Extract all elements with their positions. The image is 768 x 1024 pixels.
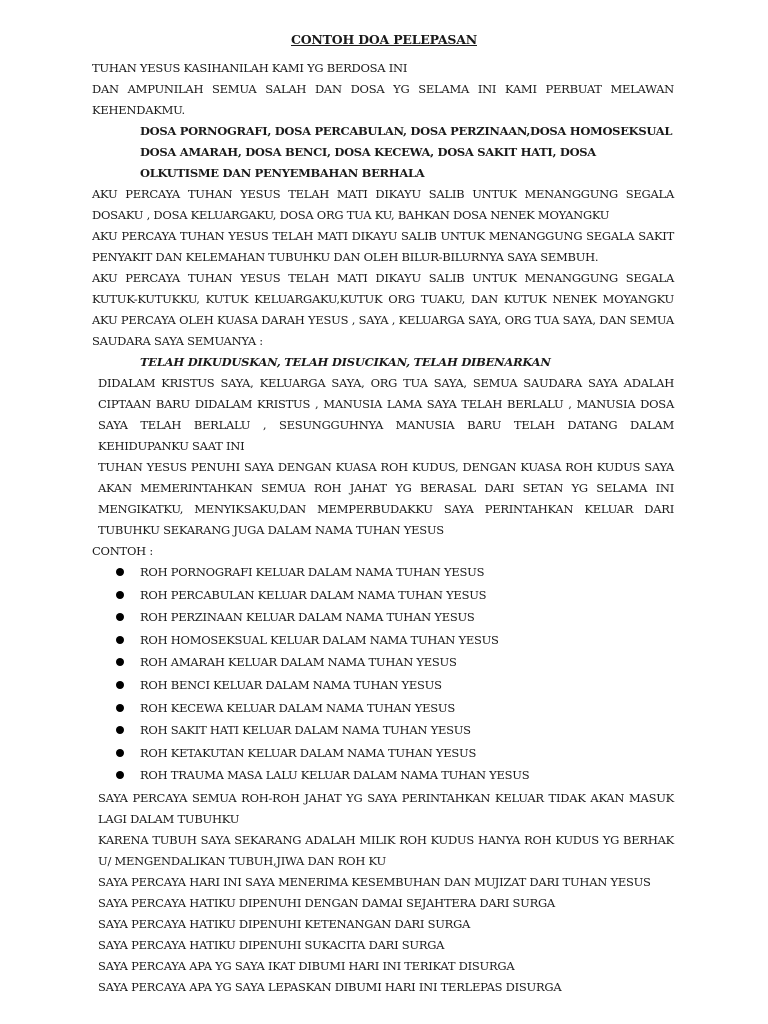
sin-list-section <box>140 121 674 184</box>
bullet-dot-icon <box>116 704 124 712</box>
bullet-dot-icon <box>116 613 124 621</box>
sin-line: OLKUTISME DAN PENYEMBAHAN BERHALA <box>140 166 425 180</box>
christ-paragraph: TUHAN YESUS PENUHI SAYA DENGAN KUASA ROH KUDUS, DENGAN KUASA ROH KUDUS SAYA AKAN MEMERINTAHKAN SEMUA ROH JAHAT YG BERASAL DARI SETAN YG SELAMA INI MENGIKATKU, MENYIKSAKU,DAN MEMPERBUDAKKU SAYA PERINTAHKAN KELUAR DARI TUBUHKU SEKARANG JUGA DALAM NAMA TUHAN YESUS <box>98 460 674 537</box>
bullet-dot-icon <box>116 749 124 757</box>
bullet-dot-icon <box>116 568 124 576</box>
faith-paragraph: AKU PERCAYA TUHAN YESUS TELAH MATI DIKAYU SALIB UNTUK MENANGGUNG SEGALA DOSAKU , DOSA KELUARGAKU, DOSA ORG TUA KU, BAHKAN DOSA NENEK MOYANGKU <box>92 187 674 222</box>
list-item <box>116 764 656 787</box>
bullet-dot-icon <box>116 658 124 666</box>
list-item <box>116 561 656 584</box>
intro-line: DAN AMPUNILAH SEMUA SALAH DAN DOSA YG SELAMA INI KAMI PERBUAT MELAWAN KEHENDAKMU. <box>92 82 674 117</box>
list-item <box>116 584 656 607</box>
list-item <box>116 629 656 652</box>
list-item-text: ROH KECEWA KELUAR DALAM NAMA TUHAN YESUS <box>140 700 455 715</box>
bullet-dot-icon <box>116 726 124 734</box>
list-item-text: ROH PORNOGRAFI KELUAR DALAM NAMA TUHAN YESUS <box>140 565 485 579</box>
bullet-dot-icon <box>116 681 124 689</box>
document-title: CONTOH DOA PELEPASAN <box>291 32 477 47</box>
bullet-dot-icon <box>116 636 124 644</box>
intro-line: TUHAN YESUS KASIHANILAH KAMI YG BERDOSA INI <box>92 61 408 75</box>
list-item-text: ROH BENCI KELUAR DALAM NAMA TUHAN YESUS <box>140 677 442 692</box>
bullet-list <box>116 561 656 787</box>
list-item <box>116 697 656 720</box>
closing-paragraph: SAYA PERCAYA HARI INI SAYA MENERIMA KESEMBUHAN DAN MUJIZAT DARI TUHAN YESUS <box>98 875 651 889</box>
faith-paragraph: AKU PERCAYA TUHAN YESUS TELAH MATI DIKAYU SALIB UNTUK MENANGGUNG SEGALA KUTUK-KUTUKKU, KUTUK KELUARGAKU,KUTUK ORG TUAKU, DAN KUTUK NENEK MOYANGKU AKU PERCAYA OLEH KUASA DARAH YESUS , SAYA , KELUARGA SAYA, ORG TUA SAYA, DAN SEMUA SAUDARA SAYA SEMUANYA : <box>92 271 674 348</box>
faith-section <box>92 184 674 352</box>
list-item-text: ROH PERCABULAN KELUAR DALAM NAMA TUHAN YESUS <box>140 587 487 602</box>
closing-paragraph: SAYA PERCAYA APA YG SAYA IKAT DIBUMI HARI INI TERIKAT DISURGA <box>98 959 515 973</box>
christ-section <box>98 373 674 541</box>
intro-section <box>92 58 674 121</box>
list-item <box>116 719 656 742</box>
list-item-text: ROH AMARAH KELUAR DALAM NAMA TUHAN YESUS <box>140 655 457 670</box>
bullet-dot-icon <box>116 591 124 599</box>
closing-paragraph: SAYA PERCAYA HATIKU DIPENUHI SUKACITA DARI SURGA <box>98 938 445 952</box>
blessed-line: TELAH DIKUDUSKAN, TELAH DISUCIKAN, TELAH DIBENARKAN <box>140 355 551 369</box>
closing-paragraph: SAYA PERCAYA HATIKU DIPENUHI DENGAN DAMAI SEJAHTERA DARI SURGA <box>98 896 555 910</box>
list-item-text: ROH HOMOSEKSUAL KELUAR DALAM NAMA TUHAN YESUS <box>140 632 499 647</box>
faith-paragraph: AKU PERCAYA TUHAN YESUS TELAH MATI DIKAYU SALIB UNTUK MENANGGUNG SEGALA SAKIT PENYAKIT DAN KELEMAHAN TUBUHKU DAN OLEH BILUR-BILURNYA SAYA SEMBUH. <box>92 229 674 264</box>
closing-paragraph: KARENA TUBUH SAYA SEKARANG ADALAH MILIK ROH KUDUS HANYA ROH KUDUS YG BERHAK U/ MENGENDALIKAN TUBUH,JIWA DAN ROH KU <box>98 833 674 868</box>
christ-paragraph: DIDALAM KRISTUS SAYA, KELUARGA SAYA, ORG TUA SAYA, SEMUA SAUDARA SAYA ADALAH CIPTAAN BARU DIDALAM KRISTUS , MANUSIA LAMA SAYA TELAH BERLALU , MANUSIA DOSA SAYA TELAH BERLALU , SESUNGGUHNYA MANUSIA BARU TELAH DATANG DALAM KEHIDUPANKU SAAT INI <box>98 376 674 453</box>
list-item-text: ROH SAKIT HATI KELUAR DALAM NAMA TUHAN YESUS <box>140 723 471 738</box>
closing-section <box>98 788 674 998</box>
list-item <box>116 742 656 765</box>
contoh-label: CONTOH : <box>92 544 153 558</box>
closing-paragraph: SAYA PERCAYA HATIKU DIPENUHI KETENANGAN DARI SURGA <box>98 917 471 931</box>
list-item-text: ROH PERZINAAN KELUAR DALAM NAMA TUHAN YESUS <box>140 610 475 625</box>
list-item-text: ROH TRAUMA MASA LALU KELUAR DALAM NAMA TUHAN YESUS <box>140 768 530 783</box>
closing-paragraph: SAYA PERCAYA SEMUA ROH-ROH JAHAT YG SAYA PERINTAHKAN KELUAR TIDAK AKAN MASUK LAGI DALAM TUBUHKU <box>98 791 674 826</box>
closing-paragraph: SAYA PERCAYA APA YG SAYA LEPASKAN DIBUMI HARI INI TERLEPAS DISURGA <box>98 980 562 994</box>
sin-line: DOSA AMARAH, DOSA BENCI, DOSA KECEWA, DOSA SAKIT HATI, DOSA <box>140 145 596 159</box>
bullet-dot-icon <box>116 771 124 779</box>
list-item <box>116 651 656 674</box>
list-item <box>116 674 656 697</box>
list-item-text: ROH KETAKUTAN KELUAR DALAM NAMA TUHAN YESUS <box>140 745 477 760</box>
sin-line: DOSA PORNOGRAFI, DOSA PERCABULAN, DOSA PERZINAAN,DOSA HOMOSEKSUAL <box>140 124 673 138</box>
list-item <box>116 606 656 629</box>
